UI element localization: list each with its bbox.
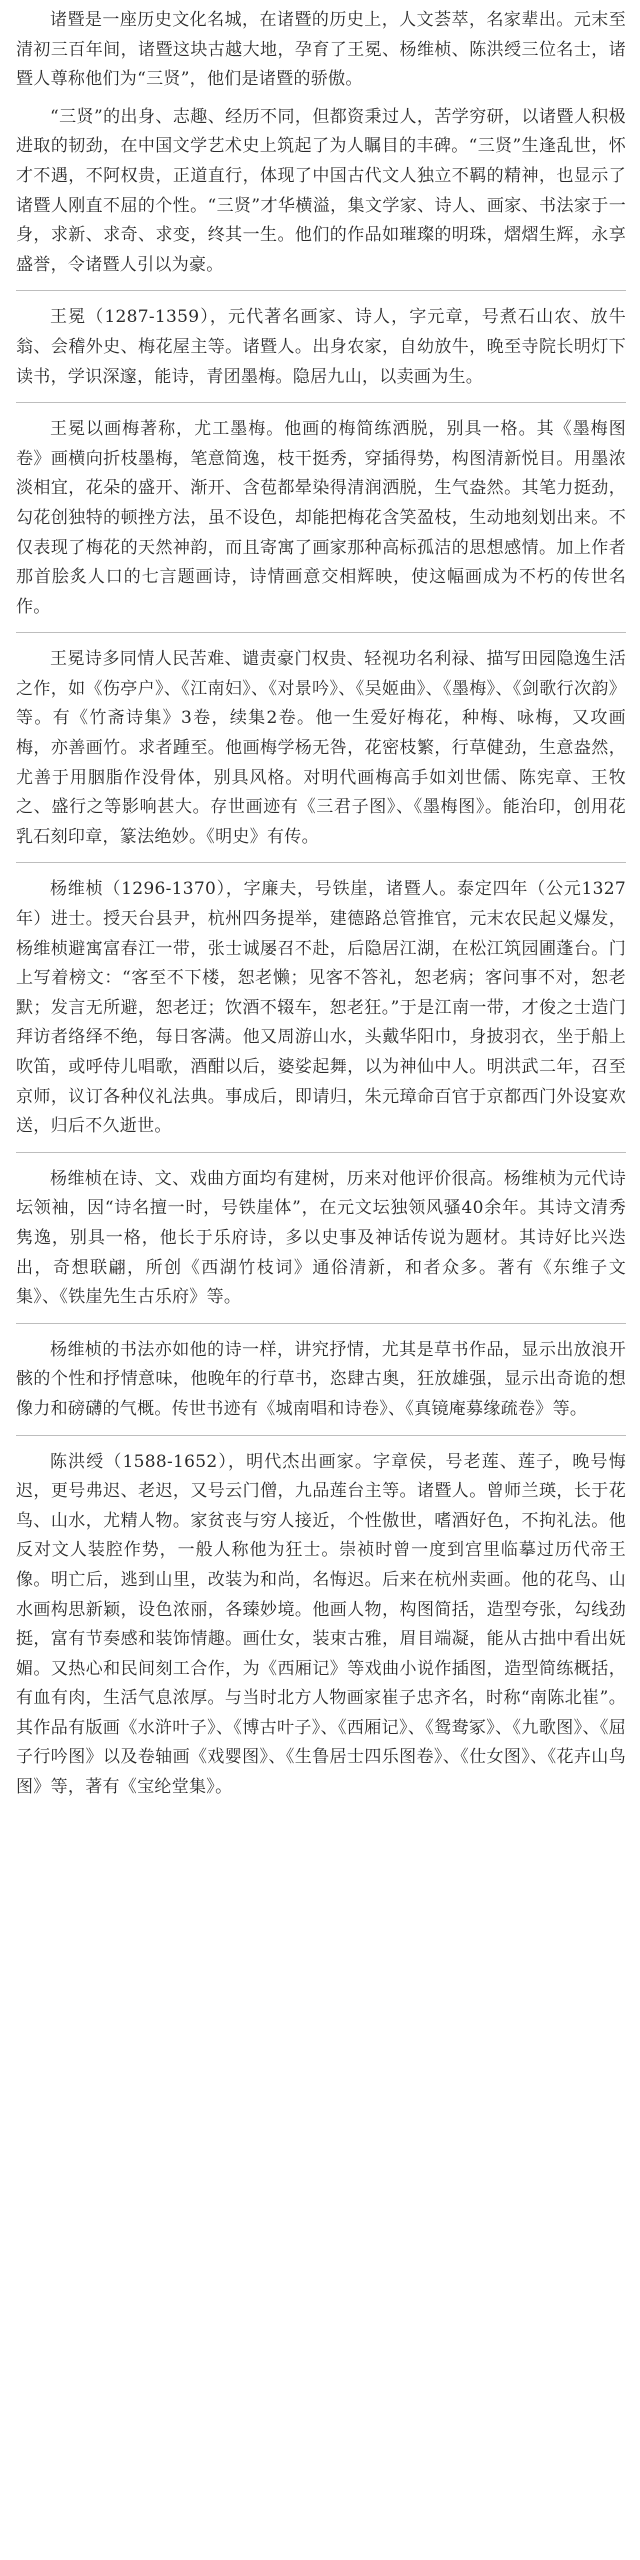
paragraph-intro: 诸暨是一座历史文化名城，在诸暨的历史上，人文荟萃，名家辈出。元末至清初三百年间，诸暨这块古越大地，孕育了王冕、杨维桢、陈洪绶三位名士，诸暨人尊称他们为“三贤”，他们是诸暨的骄傲。 [16, 10, 626, 90]
paragraph-yang-weizhen-poetry: 杨维桢在诗、文、戏曲方面均有建树，历来对他评价很高。杨维桢为元代诗坛领袖，因“诗名擅一时，号铁崖体”，在元文坛独领风骚40余年。其诗文清秀隽逸，别具一格，他长于乐府诗，多以史事及神话传说为题材。其诗好比兴迭出，奇想联翩，所创《西湖竹枝词》通俗清新，和者众多。著有《东维子文集》、《铁崖先生古乐府》等。 [16, 1168, 626, 1308]
paragraph-wang-mian-plum: 王冕以画梅著称，尤工墨梅。他画的梅简练洒脱，别具一格。其《墨梅图卷》画横向折枝墨梅，笔意简逸，枝干挺秀，穿插得势，构图清新悦目。用墨浓淡相宜，花朵的盛开、渐开、含苞都晕染得清润洒脱，生气盎然。其笔力挺劲，勾花创独特的顿挫方法，虽不设色，却能把梅花含笑盈枝，生动地刻划出来。不仅表现了梅花的天然神韵，而且寄寓了画家那种高标孤洁的思想感情。加上作者那首脍炙人口的七言题画诗，诗情画意交相辉映，使这幅画成为不朽的传世名作。 [16, 419, 626, 617]
divider [16, 632, 626, 633]
paragraph-chen-hongshou: 陈洪绶（1588-1652），明代杰出画家。字章侯，号老莲、莲子，晚号悔迟，更号弗迟、老迟，又号云门僧，九品莲台主等。诸暨人。曾师兰瑛，长于花鸟、山水，尤精人物。家贫丧与穷人接近，个性傲世，嗜酒好色，不拘礼法。他反对文人装腔作势，一般人称他为狂士。崇祯时曾一度到宫里临摹过历代帝王像。明亡后，逃到山里，改装为和尚，名悔迟。后来在杭州卖画。他的花鸟、山水画构思新颖，设色浓丽，各臻妙境。他画人物，构图简括，造型夸张，勾线劲挺，富有节奏感和装饰情趣。画仕女，装束古雅，眉目端凝，能从古拙中看出妩媚。又热心和民间刻工合作，为《西厢记》等戏曲小说作插图，造型简练概括，有血有肉，生活气息浓厚。与当时北方人物画家崔子忠齐名，时称“南陈北崔”。其作品有版画《水浒叶子》、《博古叶子》、《西厢记》、《鸳鸯冢》、《九歌图》、《屈子行吟图》以及卷轴画《戏婴图》、《生鲁居士四乐图卷》、《仕女图》、《花卉山鸟图》等，著有《宝纶堂集》。 [16, 1451, 626, 1798]
spacer [16, 95, 626, 103]
paragraph-yang-weizhen-calligraphy: 杨维桢的书法亦如他的诗一样，讲究抒情，尤其是草书作品，显示出放浪开骸的个性和抒情意味，他晚年的行草书，恣肆古奥，狂放雄强，显示出奇诡的想像力和磅礴的气概。传世书迹有《城南唱和诗卷》、《真镜庵募缘疏卷》等。 [16, 1339, 626, 1419]
divider [16, 862, 626, 863]
divider [16, 1435, 626, 1436]
divider [16, 1152, 626, 1153]
divider [16, 1323, 626, 1324]
divider [16, 402, 626, 403]
paragraph-three-sages: “三贤”的出身、志趣、经历不同，但都资秉过人，苦学穷研，以诸暨人积极进取的韧劲，在中国文学艺术史上筑起了为人瞩目的丰碑。“三贤”生逢乱世，怀才不遇，不阿权贵，正道直行，体现了中国古代文人独立不羁的精神，也显示了诸暨人刚直不屈的个性。“三贤”才华横溢，集文学家、诗人、画家、书法家于一身，求新、求奇、求变，终其一生。他们的作品如璀璨的明珠，熠熠生辉，永享盛誉，令诸暨人引以为豪。 [16, 106, 626, 275]
divider [16, 290, 626, 291]
paragraph-yang-weizhen-bio: 杨维桢（1296-1370），字廉夫，号铁崖，诸暨人。泰定四年（公元1327年）进士。授天台县尹，杭州四务提举，建德路总管推官，元末农民起义爆发，杨维桢避寓富春江一带，张士诚屡召不赴，后隐居江湖，在松江筑园圃蓬台。门上写着榜文：“客至不下楼，恕老懒；见客不答礼，恕老病；客问事不对，恕老默；发言无所避，恕老迂；饮酒不辍车，恕老狂。”于是江南一带，才俊之士造门拜访者络绎不绝，每日客满。他又周游山水，头戴华阳巾，身披羽衣，坐于船上吹笛，或呼侍儿唱歌，酒酣以后，婆娑起舞，以为神仙中人。明洪武二年，召至京师，议订各种仪礼法典。事成后，即请归，朱元璋命百官于京都西门外设宴欢送，归后不久逝世。 [16, 879, 626, 1137]
paragraph-wang-mian-poetry: 王冕诗多同情人民苦难、谴责豪门权贵、轻视功名利禄、描写田园隐逸生活之作，如《伤亭户》、《江南妇》、《对景吟》、《吴姬曲》、《墨梅》、《剑歌行次韵》等。有《竹斋诗集》3卷，续集2卷。他一生爱好梅花，种梅、咏梅，又攻画梅，亦善画竹。求者踵至。他画梅学杨无咎，花密枝繁，行草健劲，生意盎然，尤善于用胭脂作没骨体，别具风格。对明代画梅高手如刘世儒、陈宪章、王牧之、盛行之等影响甚大。存世画迹有《三君子图》、《墨梅图》。能治印，创用花乳石刻印章，篆法绝妙。《明史》有传。 [16, 649, 626, 847]
paragraph-wang-mian-bio: 王冕（1287-1359），元代著名画家、诗人，字元章，号煮石山农、放牛翁、会稽外史、梅花屋主等。诸暨人。出身农家，自幼放牛，晚至寺院长明灯下读书，学识深邃，能诗，青团墨梅。隐居九山，以卖画为生。 [16, 307, 626, 387]
